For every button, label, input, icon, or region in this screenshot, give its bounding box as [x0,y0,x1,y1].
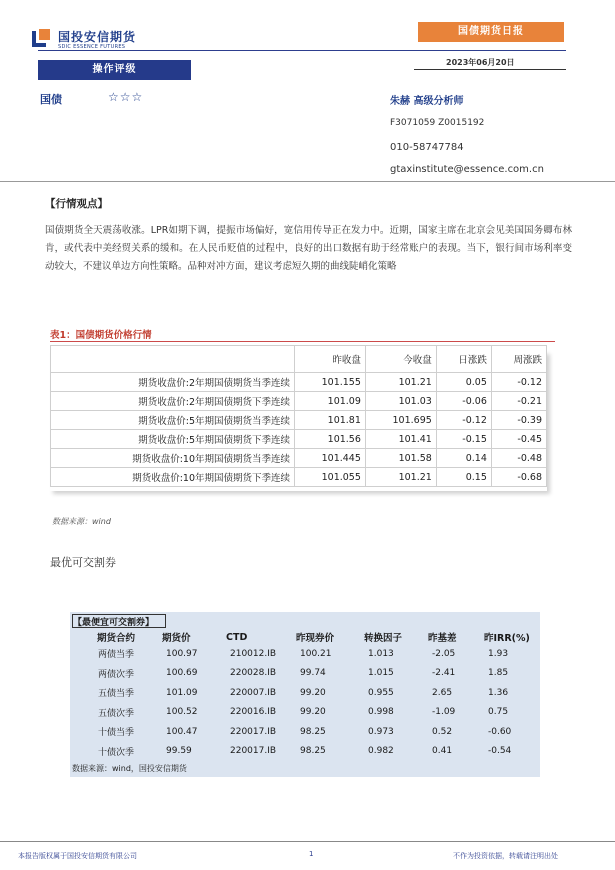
section-divider [0,181,615,182]
contract-name: 两债次季 [97,669,134,680]
table-cell: 220017.IB [230,726,277,737]
table2-header-cell: 期货价 [162,633,191,644]
report-date: 2023年06月20日 [446,58,515,67]
table2-header-row [70,630,538,644]
contract-name: 十债当季 [97,728,134,739]
table2 [70,630,538,761]
analyst-phone: 010-58747784 [390,142,464,153]
logo-name: 国投安信期货 [58,30,137,44]
footer-disclaimer: 不作为投资依据，转载请注明出处 [453,852,558,860]
table-cell: 101.56 [295,430,366,449]
row-label: 期货收盘价:5年期国债期货当季连续 [51,411,295,430]
table2-source: 数据来源：wind，国投安信期货 [72,764,187,773]
table1-header-row [51,346,547,373]
table-cell: -0.48 [491,449,546,468]
table2-header-cell: 期货合约 [96,633,135,644]
row-label: 期货收盘价:5年期国债期货下季连续 [51,430,295,449]
table2-header-cell: 昨基差 [428,633,457,644]
table1-source: 数据来源：wind [52,517,111,526]
table2-header-cell: CTD [226,631,248,643]
rating-stars: ☆☆☆ [108,90,144,104]
table-cell: -0.06 [436,392,491,411]
table-cell: 0.998 [368,707,394,718]
table-cell: -0.12 [491,373,546,392]
table-cell: 220016.IB [230,707,277,718]
table1 [44,345,549,487]
table-cell: 101.58 [365,449,436,468]
table-row [70,644,538,664]
table2-title: 【最便宜可交割券】 [73,618,155,628]
analyst-name: 朱赫 高级分析师 [390,96,464,107]
asset-label: 国债 [40,93,62,106]
table1-header-cell: 今收盘 [365,346,436,373]
table1-header-cell: 昨收盘 [295,346,366,373]
table-cell: 101.21 [365,468,436,487]
section-title: 【行情观点】 [45,198,108,210]
table-cell: 1.85 [488,668,509,679]
footer-copyright: 本报告版权属于国投安信期货有限公司 [18,852,137,860]
table-cell: -0.45 [491,430,546,449]
contract-name: 五债次季 [97,708,134,719]
table-row [70,703,538,723]
table-cell: 0.05 [436,373,491,392]
report-title-banner: 国债期货日报 [418,22,564,42]
header-divider [38,50,566,51]
table-cell: -0.68 [491,468,546,487]
row-label: 期货收盘价:10年期国债期货当季连续 [51,449,295,468]
table-cell: 100.52 [166,707,198,718]
table-row [70,722,538,742]
table1-header-cell [51,346,295,373]
table-cell: 100.47 [166,726,198,737]
table-row [51,449,547,468]
table-cell: 220028.IB [230,668,277,679]
table-cell: 101.41 [365,430,436,449]
table-cell: 100.21 [300,648,332,659]
row-label: 期货收盘价:2年期国债期货下季连续 [51,392,295,411]
analyst-license: F3071059 Z0015192 [390,118,485,128]
table-row [70,664,538,684]
table-cell: 0.52 [432,726,453,737]
row-label: 期货收盘价:2年期国债期货当季连续 [51,373,295,392]
table2-header-cell: 转换因子 [364,633,403,644]
table-cell: -0.60 [488,726,512,737]
table-cell: 1.013 [368,648,394,659]
table-cell: 0.15 [436,468,491,487]
footer-divider [0,841,615,842]
contract-name: 五债当季 [97,689,134,700]
contract-name: 十债次季 [97,747,134,758]
market-view-paragraph: 国债期货全天震荡收涨。LPR如期下调，提振市场偏好，宽信用传导正在发力中。近期，国家主席在北京会见美国国务卿布林肯，或代表中美经贸关系的缓和。在人民币贬值的过程中，良好的出口数据有助于经常账户的表现。当下，银行间市场利率变动较大，不建议单边方向性策略。品种对冲方面，建议考虑短久期的曲线陡峭化策略 [45,225,572,272]
table-cell: -1.09 [432,707,456,718]
table-cell: -0.12 [436,411,491,430]
rating-label-bar: 操作评级 [38,60,191,80]
table-cell: 99.74 [300,668,326,679]
analyst-email[interactable]: gtaxinstitute@essence.com.cn [390,164,544,175]
table-cell: -0.15 [436,430,491,449]
table-cell: 220017.IB [230,746,277,757]
table-cell: 210012.IB [230,648,277,659]
table-cell: 0.41 [432,746,453,757]
table-row [51,373,547,392]
table-cell: 0.75 [488,707,509,718]
table-cell: 101.445 [295,449,366,468]
table-cell: 0.973 [368,726,394,737]
table-cell: 101.09 [166,687,198,698]
table2-header-cell: 昨IRR(%) [484,633,530,644]
table-cell: 101.155 [295,373,366,392]
table-cell: 101.695 [365,411,436,430]
table-row [51,411,547,430]
table-cell: 99.20 [300,687,326,698]
table-cell: 99.59 [166,746,192,757]
table-cell: -0.54 [488,746,512,757]
ctd-subheading: 最优可交割券 [50,556,116,569]
table-cell: 0.955 [368,687,394,698]
table-cell: 0.982 [368,746,394,757]
table-cell: -0.39 [491,411,546,430]
table-cell: 100.69 [166,668,198,679]
table-cell: 2.65 [432,687,453,698]
contract-name: 两债当季 [97,650,134,661]
table1-caption: 表1：国债期货价格行情 [50,330,152,341]
table-cell: 220007.IB [230,687,277,698]
table-cell: 1.93 [488,648,509,659]
table-cell: 101.21 [365,373,436,392]
table-row [70,683,538,703]
table2-header-cell: 昨现券价 [296,633,335,644]
table-cell: 101.03 [365,392,436,411]
table-cell: 1.36 [488,687,509,698]
table-cell: 98.25 [300,726,326,737]
table-cell: 101.81 [295,411,366,430]
date-underline [414,69,566,70]
table-row [51,430,547,449]
table-cell: 101.055 [295,468,366,487]
table-cell: -2.41 [432,668,456,679]
table-row [70,742,538,762]
table1-header-cell: 周涨跌 [491,346,546,373]
table-cell: 0.14 [436,449,491,468]
logo-icon [30,27,52,49]
page-number: 1 [309,850,314,858]
table-cell: -2.05 [432,648,456,659]
table-cell: 100.97 [166,648,198,659]
logo-english-name: SDIC ESSENCE FUTURES [58,44,126,50]
table-cell: 1.015 [368,668,394,679]
row-label: 期货收盘价:10年期国债期货下季连续 [51,468,295,487]
table1-caption-rule [50,341,555,342]
table-cell: -0.21 [491,392,546,411]
table1-header-cell: 日涨跌 [436,346,491,373]
table-row [51,392,547,411]
table-cell: 99.20 [300,707,326,718]
table-row [51,468,547,487]
table-cell: 101.09 [295,392,366,411]
table-cell: 98.25 [300,746,326,757]
